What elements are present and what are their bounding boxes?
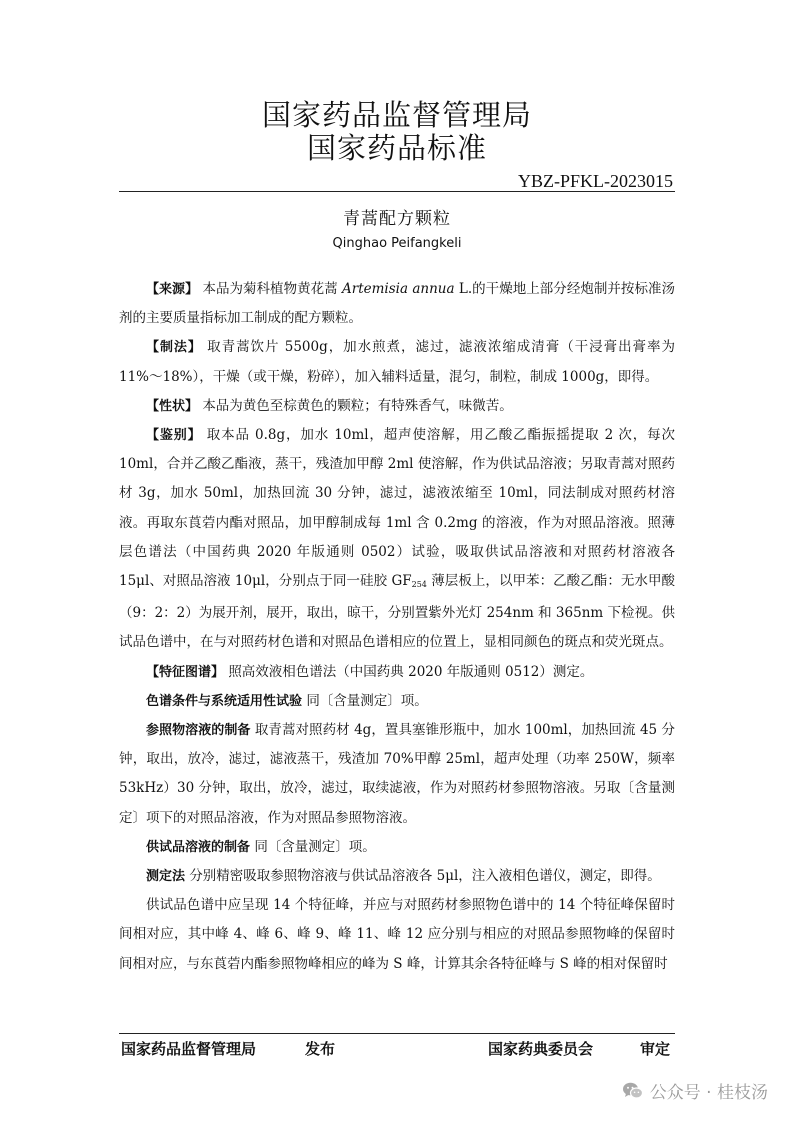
chromatographic-paragraph: 色谱条件与系统适用性试验 同〔含量测定〕项。	[146, 692, 428, 709]
test-prep-label: 供试品溶液的制备	[146, 839, 251, 855]
source-paragraph: 【来源】 本品为菊科植物黄花蒿 Artemisia annua L.的干燥地上部分经炮制并按标准汤剂的主要质量指标加工制成的配方颗粒。	[119, 281, 676, 327]
assay-label: 测定法	[146, 869, 186, 885]
chromatographic-label: 色谱条件与系统适用性试验	[146, 693, 303, 709]
watermark-text: 公众号 · 桂枝汤	[649, 1083, 768, 1103]
method-paragraph: 【制法】 取青蒿饮片 5500g，加水煎煮，滤过，滤液浓缩成清膏（干浸膏出膏率为 11%～18%），干燥（或干燥，粉碎），加入辅料适量，混匀，制粒，制成 1000g，即得。	[119, 339, 675, 385]
result-paragraph: 供试品色谱中应呈现 14 个特征峰，并应与对照药材参照物色谱中的 14 个特征峰保留时间相对应，其中峰 4、峰 6、峰 9、峰 11、峰 12 应分别与相应的对照品参照物峰的保留时间相对应，与东莨菪内酯参照物峰相应的峰为 S 峰，计算其余各特征峰与 S 峰的相对保留时	[119, 897, 675, 972]
footer-issue-action: 发布	[305, 1040, 336, 1058]
source-label: 【来源】	[146, 282, 199, 297]
footer-divider	[119, 1033, 675, 1034]
assay-paragraph: 测定法 分别精密吸取参照物溶液与供试品溶液各 5μl，注入液相色谱仪，测定，即得。	[146, 868, 661, 885]
reference-prep-label: 参照物溶液的制备	[146, 723, 251, 739]
watermark	[622, 1078, 768, 1103]
wechat-icon	[622, 1081, 644, 1101]
latin-name: Artemisia annua	[342, 281, 455, 297]
drug-pinyin: Qinghao Peifangkeli	[332, 236, 462, 251]
identification-label: 【鉴别】	[146, 428, 202, 444]
header-divider	[119, 191, 675, 192]
fingerprint-label: 【特征图谱】	[146, 664, 225, 680]
identification-paragraph: 【鉴别】 取本品 0.8g，加水 10ml，超声使溶解，用乙酸乙酯振摇提取 2 次，每次 10ml，合并乙酸乙酯液，蒸干，残渣加甲醇 2ml 使溶解，作为供试品溶液；另取青蒿对照药材 3g，加水 50ml，加热回流 30 分钟，滤过，滤液浓缩至 10ml，同法制成对照药材溶液。再取东莨菪内酯对照品，加甲醇制成每 1ml 含 0.2mg 的溶液，作为对照品溶液。照薄层色谱法（中国药典 2020 年版通则 0502）试验，吸取供试品溶液和对照药材溶液各 15μl、对照品溶液 10μl，分别点于同一硅胶 $GF_{254}$ 薄层板上，以甲苯：乙酸乙酯：无水甲酸（9：2：2）为展开剂，展开，取出，晾干，分别置紫外光灯 254nm 和 365nm 下检视。供试品色谱中，在与对照药材色谱和对照品色谱相应的位置上，显相同颜色的斑点和荧光斑点。	[119, 427, 675, 651]
standard-code: YBZ-PFKL-2023015	[517, 171, 673, 191]
character-label: 【性状】	[146, 398, 199, 414]
reference-prep-paragraph: 参照物溶液的制备 取青蒿对照药材 4g，置具塞锥形瓶中，加水 100ml，加热回流 45 分钟，取出，放冷，滤过，滤液蒸干，残渣加 70%甲醇 25ml，超声处理（功率 250W，频率 53kHz）30 分钟，取出，放冷，滤过，取续滤液，作为对照药材参照物溶液。另取〔含量测定〕项下的对照品溶液，作为对照品参照物溶液。	[119, 722, 675, 826]
drug-name: 青蒿配方颗粒	[343, 209, 451, 229]
footer-reviewer: 国家药典委员会	[488, 1040, 594, 1058]
footer-review-action: 审定	[640, 1040, 671, 1058]
method-label: 【制法】	[146, 340, 202, 356]
test-prep-paragraph: 供试品溶液的制备 同〔含量测定〕项。	[146, 838, 376, 855]
footer-issuer: 国家药品监督管理局	[121, 1040, 257, 1058]
character-paragraph: 【性状】 本品为黄色至棕黄色的颗粒；有特殊香气，味微苦。	[146, 397, 513, 414]
document-body	[119, 275, 675, 979]
fingerprint-paragraph: 【特征图谱】 照高效液相色谱法（中国药典 2020 年版通则 0512）测定。	[146, 663, 594, 680]
standard-title: 国家药品标准	[306, 131, 487, 165]
agency-title: 国家药品监督管理局	[261, 98, 532, 132]
